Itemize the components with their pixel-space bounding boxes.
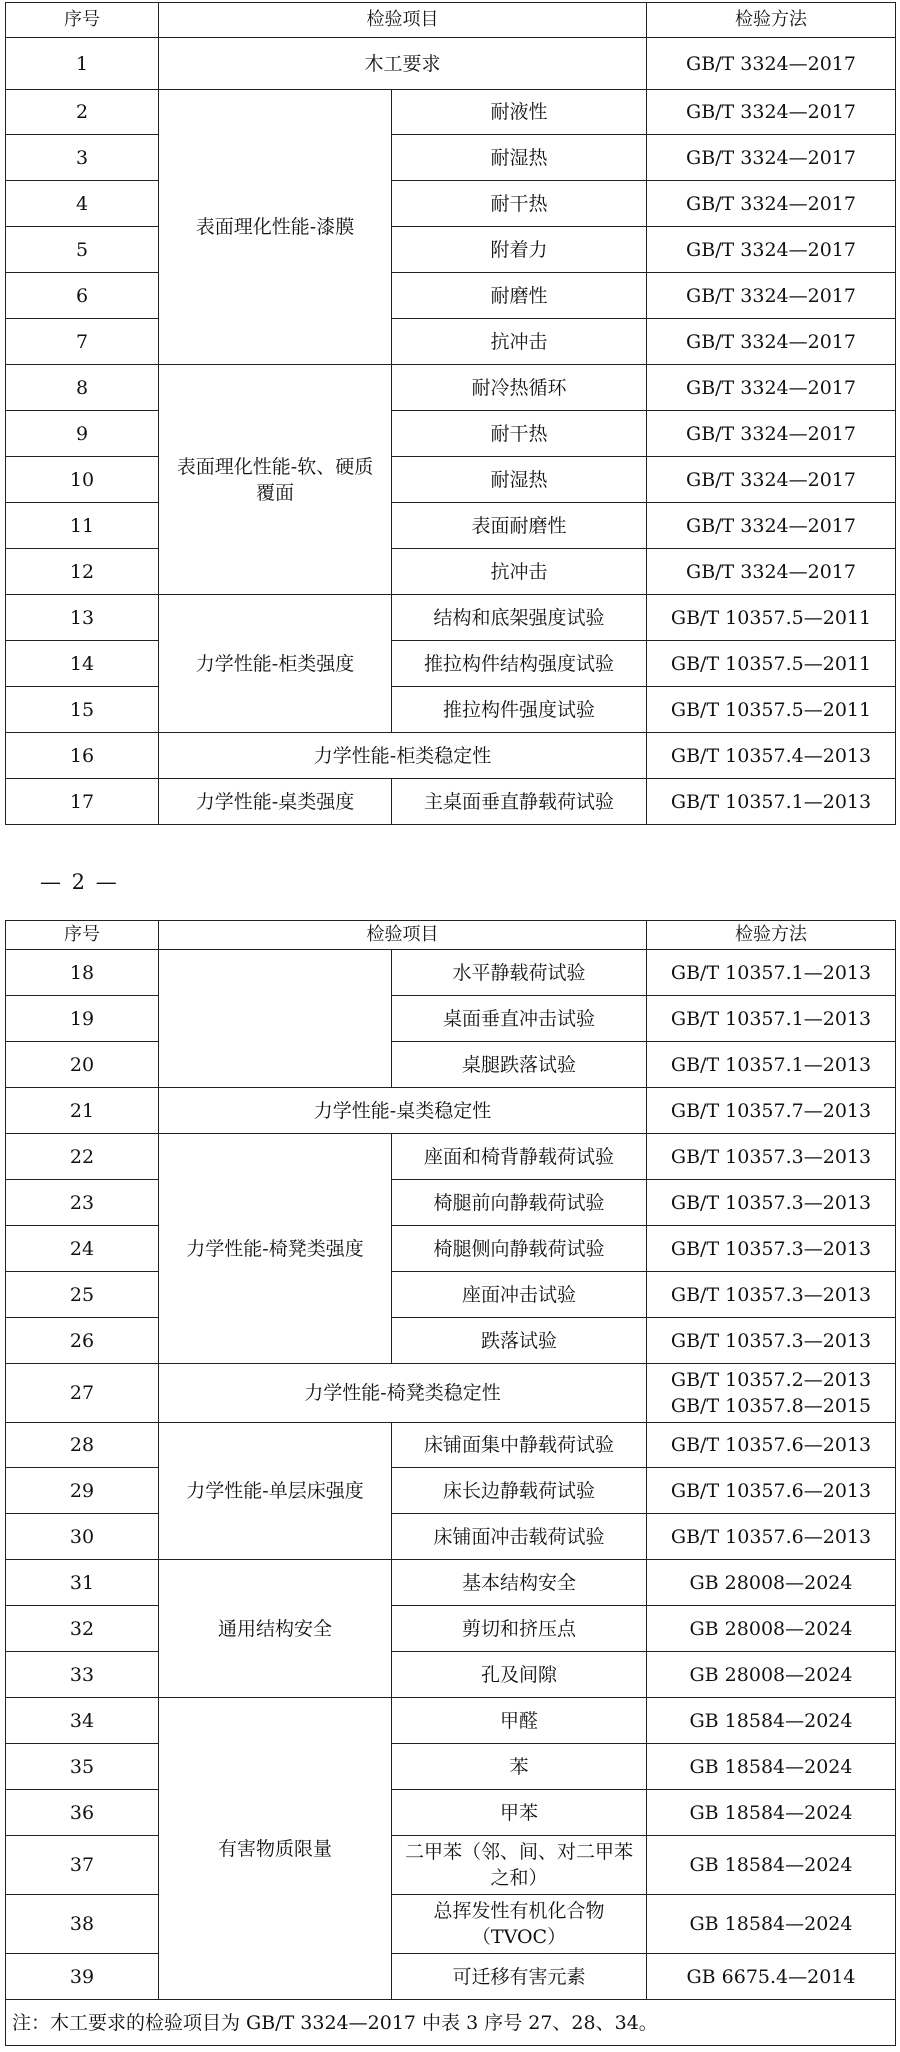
group-cell: 力学性能-柜类强度: [159, 595, 392, 733]
table-row: [6, 1468, 896, 1514]
subitem-cell: 可迁移有害元素: [392, 1954, 647, 2000]
method-cell: GB 18584—2024: [647, 1790, 896, 1836]
method-cell: GB/T 10357.1—2013: [647, 779, 896, 825]
subitem-cell: 耐干热: [392, 411, 647, 457]
method-cell: GB 28008—2024: [647, 1606, 896, 1652]
subitem-cell: 桌面垂直冲击试验: [392, 996, 647, 1042]
subitem-cell: 抗冲击: [392, 319, 647, 365]
table-row: [6, 181, 896, 227]
subitem-cell: 耐冷热循环: [392, 365, 647, 411]
subitem-line2: （TVOC）: [471, 1926, 567, 1948]
subitem-cell: 耐液性: [392, 90, 647, 135]
method-cell: GB/T 10357.4—2013: [647, 733, 896, 779]
method-cell: GB/T 10357.3—2013: [647, 1180, 896, 1226]
subitem-cell: 表面耐磨性: [392, 503, 647, 549]
method-cell: GB/T 3324—2017: [647, 227, 896, 273]
seq-cell: 12: [6, 549, 159, 595]
header-item: 检验项目: [159, 921, 647, 950]
seq-cell: 29: [6, 1468, 159, 1514]
seq-cell: 13: [6, 595, 159, 641]
table-row: [6, 1560, 896, 1606]
seq-cell: 17: [6, 779, 159, 825]
subitem-cell: [392, 1895, 647, 1954]
method-cell: GB/T 3324—2017: [647, 365, 896, 411]
table-row: [6, 1042, 896, 1088]
group-cell: 力学性能-桌类强度: [159, 779, 392, 825]
table-row: [6, 1954, 896, 2000]
subitem-cell: 剪切和挤压点: [392, 1606, 647, 1652]
subitem-cell: 椅腿前向静载荷试验: [392, 1180, 647, 1226]
seq-cell: 39: [6, 1954, 159, 2000]
table-header-row: [6, 921, 896, 950]
table-row: [6, 1364, 896, 1423]
inspection-table-page2: [5, 920, 896, 2046]
subitem-cell: 推拉构件结构强度试验: [392, 641, 647, 687]
table-row: [6, 1180, 896, 1226]
method-cell: GB 28008—2024: [647, 1560, 896, 1606]
table-row: [6, 1514, 896, 1560]
method-cell: GB/T 10357.6—2013: [647, 1468, 896, 1514]
header-method: 检验方法: [647, 3, 896, 38]
table-row: [6, 411, 896, 457]
method-cell: GB 18584—2024: [647, 1895, 896, 1954]
method-cell: GB/T 10357.5—2011: [647, 595, 896, 641]
seq-cell: 5: [6, 227, 159, 273]
seq-cell: 16: [6, 733, 159, 779]
header-item: 检验项目: [159, 3, 647, 38]
table-note: 注：木工要求的检验项目为 GB/T 3324—2017 中表 3 序号 27、28、34。: [6, 2000, 896, 2046]
table-row: [6, 1698, 896, 1744]
inspection-table-page1: [5, 2, 896, 825]
seq-cell: 22: [6, 1134, 159, 1180]
subitem-cell: 床铺面集中静载荷试验: [392, 1423, 647, 1468]
method-cell: GB/T 10357.5—2011: [647, 687, 896, 733]
method-cell: GB 18584—2024: [647, 1836, 896, 1895]
group-cell: 通用结构安全: [159, 1560, 392, 1698]
method-cell: GB/T 3324—2017: [647, 319, 896, 365]
seq-cell: 34: [6, 1698, 159, 1744]
table-row: [6, 1836, 896, 1895]
seq-cell: 26: [6, 1318, 159, 1364]
table-row: [6, 1318, 896, 1364]
subitem-cell: 甲醛: [392, 1698, 647, 1744]
subitem-cell: 椅腿侧向静载荷试验: [392, 1226, 647, 1272]
table-row: [6, 687, 896, 733]
subitem-cell: 耐湿热: [392, 135, 647, 181]
table-row: [6, 1895, 896, 1954]
seq-cell: 14: [6, 641, 159, 687]
subitem-cell: 苯: [392, 1744, 647, 1790]
table-row: [6, 1744, 896, 1790]
table-row: [6, 1606, 896, 1652]
seq-cell: 38: [6, 1895, 159, 1954]
subitem-cell: 座面冲击试验: [392, 1272, 647, 1318]
item-cell: 力学性能-柜类稳定性: [159, 733, 647, 779]
table-row: [6, 503, 896, 549]
seq-cell: 31: [6, 1560, 159, 1606]
table-row: [6, 950, 896, 996]
seq-cell: 3: [6, 135, 159, 181]
subitem-cell: 跌落试验: [392, 1318, 647, 1364]
subitem-cell: 耐磨性: [392, 273, 647, 319]
subitem-cell: 基本结构安全: [392, 1560, 647, 1606]
seq-cell: 19: [6, 996, 159, 1042]
subitem-line1: 二甲苯（邻、间、对二甲苯: [404, 1841, 633, 1863]
subitem-cell: 主桌面垂直静载荷试验: [392, 779, 647, 825]
seq-cell: 1: [6, 38, 159, 90]
seq-cell: 27: [6, 1364, 159, 1423]
group-label-line2: 覆面: [255, 481, 294, 504]
method-cell: GB/T 3324—2017: [647, 135, 896, 181]
method-cell: GB/T 10357.3—2013: [647, 1318, 896, 1364]
method-cell: GB/T 3324—2017: [647, 181, 896, 227]
seq-cell: 10: [6, 457, 159, 503]
subitem-cell: 座面和椅背静载荷试验: [392, 1134, 647, 1180]
subitem-cell: 床长边静载荷试验: [392, 1468, 647, 1514]
group-cell-empty: [159, 950, 392, 1088]
method-cell: GB 18584—2024: [647, 1698, 896, 1744]
subitem-cell: 床铺面冲击载荷试验: [392, 1514, 647, 1560]
group-cell: 力学性能-椅凳类强度: [159, 1134, 392, 1364]
seq-cell: 11: [6, 503, 159, 549]
group-cell: 表面理化性能-漆膜: [159, 90, 392, 365]
subitem-cell: 桌腿跌落试验: [392, 1042, 647, 1088]
subitem-cell: 抗冲击: [392, 549, 647, 595]
table-row: [6, 1134, 896, 1180]
method-cell: GB/T 10357.5—2011: [647, 641, 896, 687]
seq-cell: 15: [6, 687, 159, 733]
method-cell: GB/T 3324—2017: [647, 457, 896, 503]
seq-cell: 28: [6, 1423, 159, 1468]
table-row: [6, 1272, 896, 1318]
seq-cell: 30: [6, 1514, 159, 1560]
item-cell: 木工要求: [159, 38, 647, 90]
method-cell: GB/T 10357.3—2013: [647, 1272, 896, 1318]
subitem-line2: 之和）: [490, 1867, 548, 1889]
subitem-line1: 总挥发性有机化合物: [433, 1900, 605, 1922]
method-cell: [647, 1364, 896, 1423]
method-cell: GB/T 10357.1—2013: [647, 996, 896, 1042]
method-cell: GB/T 3324—2017: [647, 38, 896, 90]
table-row: [6, 365, 896, 411]
table-row: [6, 38, 896, 90]
header-seq: 序号: [6, 921, 159, 950]
table-row: [6, 319, 896, 365]
table-row: [6, 1226, 896, 1272]
seq-cell: 35: [6, 1744, 159, 1790]
table-row: [6, 996, 896, 1042]
method-cell: GB/T 3324—2017: [647, 549, 896, 595]
table-row: [6, 641, 896, 687]
table-row: [6, 779, 896, 825]
method-line2: GB/T 10357.8—2015: [670, 1395, 872, 1417]
method-cell: GB/T 3324—2017: [647, 273, 896, 319]
subitem-cell: 附着力: [392, 227, 647, 273]
table-row: [6, 1423, 896, 1468]
table-row: [6, 135, 896, 181]
seq-cell: 36: [6, 1790, 159, 1836]
seq-cell: 25: [6, 1272, 159, 1318]
note-row: [6, 2000, 896, 2046]
method-cell: GB/T 3324—2017: [647, 90, 896, 135]
header-seq: 序号: [6, 3, 159, 38]
table-row: [6, 1088, 896, 1134]
method-cell: GB/T 3324—2017: [647, 411, 896, 457]
seq-cell: 23: [6, 1180, 159, 1226]
subitem-cell: 结构和底架强度试验: [392, 595, 647, 641]
group-label-line1: 表面理化性能-软、硬质: [176, 455, 374, 478]
table-row: [6, 1790, 896, 1836]
seq-cell: 18: [6, 950, 159, 996]
table-row: [6, 273, 896, 319]
seq-cell: 2: [6, 90, 159, 135]
method-line1: GB/T 10357.2—2013: [670, 1369, 872, 1391]
seq-cell: 21: [6, 1088, 159, 1134]
subitem-cell: 孔及间隙: [392, 1652, 647, 1698]
group-cell: 有害物质限量: [159, 1698, 392, 2000]
table-header-row: [6, 3, 896, 38]
method-cell: GB/T 10357.6—2013: [647, 1423, 896, 1468]
table-row: [6, 549, 896, 595]
subitem-cell: 甲苯: [392, 1790, 647, 1836]
method-cell: GB 18584—2024: [647, 1744, 896, 1790]
seq-cell: 33: [6, 1652, 159, 1698]
subitem-cell: 耐湿热: [392, 457, 647, 503]
seq-cell: 6: [6, 273, 159, 319]
page-number: — 2 —: [40, 870, 119, 894]
seq-cell: 7: [6, 319, 159, 365]
table-row: [6, 595, 896, 641]
item-cell: 力学性能-桌类稳定性: [159, 1088, 647, 1134]
seq-cell: 20: [6, 1042, 159, 1088]
group-cell: [159, 365, 392, 595]
item-cell: 力学性能-椅凳类稳定性: [159, 1364, 647, 1423]
seq-cell: 4: [6, 181, 159, 227]
header-method: 检验方法: [647, 921, 896, 950]
seq-cell: 24: [6, 1226, 159, 1272]
method-cell: GB/T 10357.1—2013: [647, 1042, 896, 1088]
table-row: [6, 733, 896, 779]
seq-cell: 32: [6, 1606, 159, 1652]
table-row: [6, 227, 896, 273]
method-cell: GB/T 10357.6—2013: [647, 1514, 896, 1560]
table-row: [6, 457, 896, 503]
method-cell: GB/T 10357.3—2013: [647, 1134, 896, 1180]
table-row: [6, 90, 896, 135]
subitem-cell: 水平静载荷试验: [392, 950, 647, 996]
seq-cell: 37: [6, 1836, 159, 1895]
seq-cell: 8: [6, 365, 159, 411]
subitem-cell: 推拉构件强度试验: [392, 687, 647, 733]
method-cell: GB 28008—2024: [647, 1652, 896, 1698]
method-cell: GB/T 10357.3—2013: [647, 1226, 896, 1272]
method-cell: GB/T 10357.1—2013: [647, 950, 896, 996]
method-cell: GB 6675.4—2014: [647, 1954, 896, 2000]
method-cell: GB/T 3324—2017: [647, 503, 896, 549]
group-cell: 力学性能-单层床强度: [159, 1423, 392, 1560]
method-cell: GB/T 10357.7—2013: [647, 1088, 896, 1134]
seq-cell: 9: [6, 411, 159, 457]
subitem-cell: 耐干热: [392, 181, 647, 227]
table-row: [6, 1652, 896, 1698]
subitem-cell: [392, 1836, 647, 1895]
